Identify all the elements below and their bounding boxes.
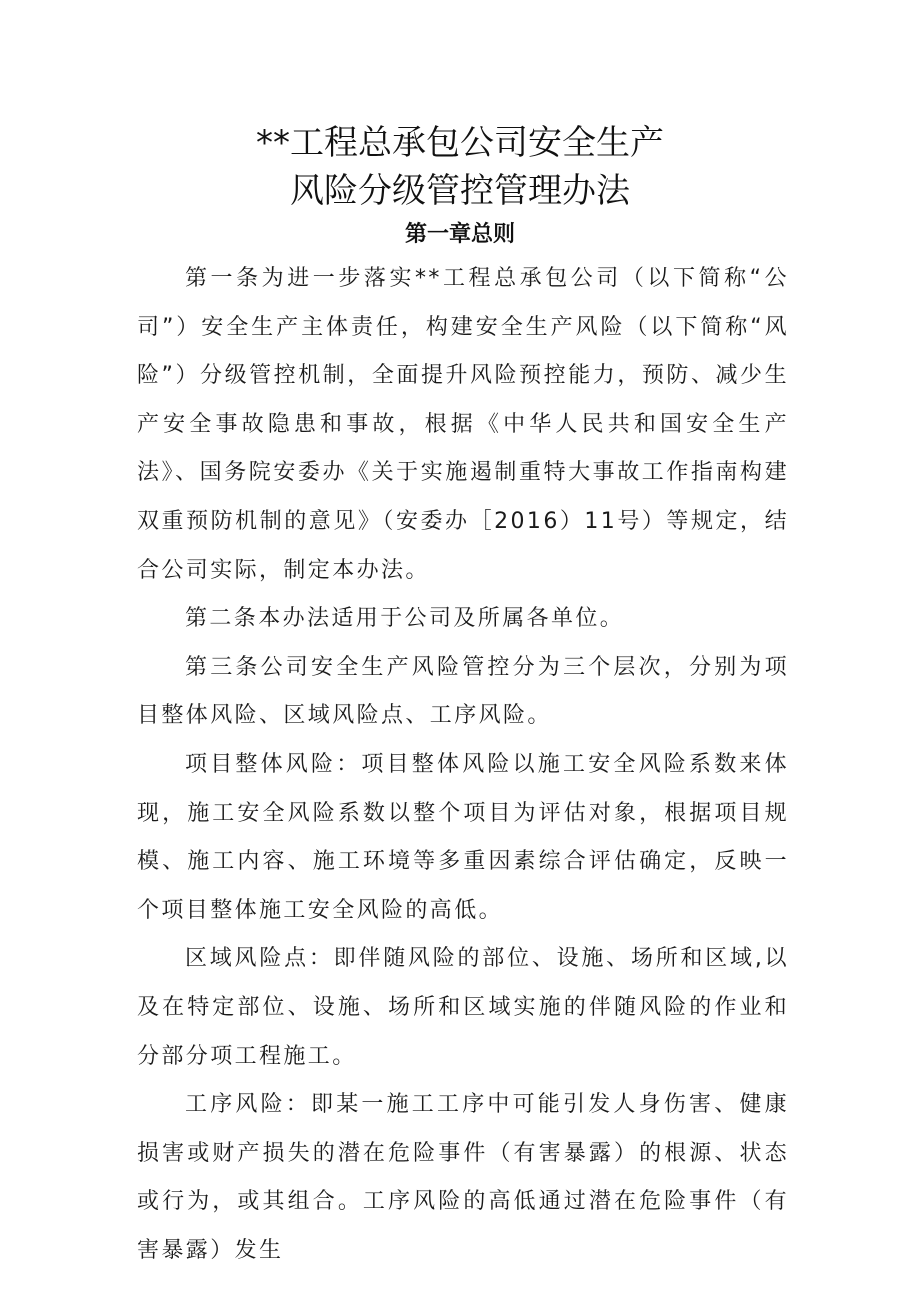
paragraph-project-risk: 项目整体风险：项目整体风险以施工安全风险系数来体现，施工安全风险系数以整个项目为评估对象，根据项目规模、施工内容、施工环境等多重因素综合评估确定，反映一个项目整体施工安全风险的高低。 (137, 751, 789, 923)
paragraph-article-1: 第一条为进一步落实**工程总承包公司（以下简称“公司”）安全生产主体责任，构建安全生产风险（以下简称“风险”）分级管控机制，全面提升风险预控能力，预防、减少生产安全事故隐患和事故，根据《中华人民共和国安全生产法》、国务院安委办《关于实施遏制重特大事故工作指南构建双重预防机制的意见》（安委办［2016）11号）等规定，结合公司实际，制定本办法。 (137, 266, 789, 583)
chapter-heading: 第一章总则 (404, 222, 515, 247)
paragraph-process-risk: 工序风险：即某一施工工序中可能引发人身伤害、健康损害或财产损失的潜在危险事件（有害暴露）的根源、状态或行为，或其组合。工序风险的高低通过潜在危险事件（有害暴露）发生 (137, 1092, 789, 1263)
document-title-line-2: 风险分级管控管理办法 (290, 171, 630, 211)
paragraph-area-risk: 区域风险点：即伴随风险的部位、设施、场所和区域,以及在特定部位、设施、场所和区域实施的伴随风险的作业和分部分项工程施工。 (137, 946, 789, 1069)
document-body (137, 255, 789, 1275)
document-title-line-1: **工程总承包公司安全生产 (256, 123, 664, 163)
paragraph-article-3: 第三条公司安全生产风险管控分为三个层次，分别为项目整体风险、区域风险点、工序风险。 (137, 654, 789, 729)
paragraph-article-2: 第二条本办法适用于公司及所属各单位。 (185, 606, 625, 632)
